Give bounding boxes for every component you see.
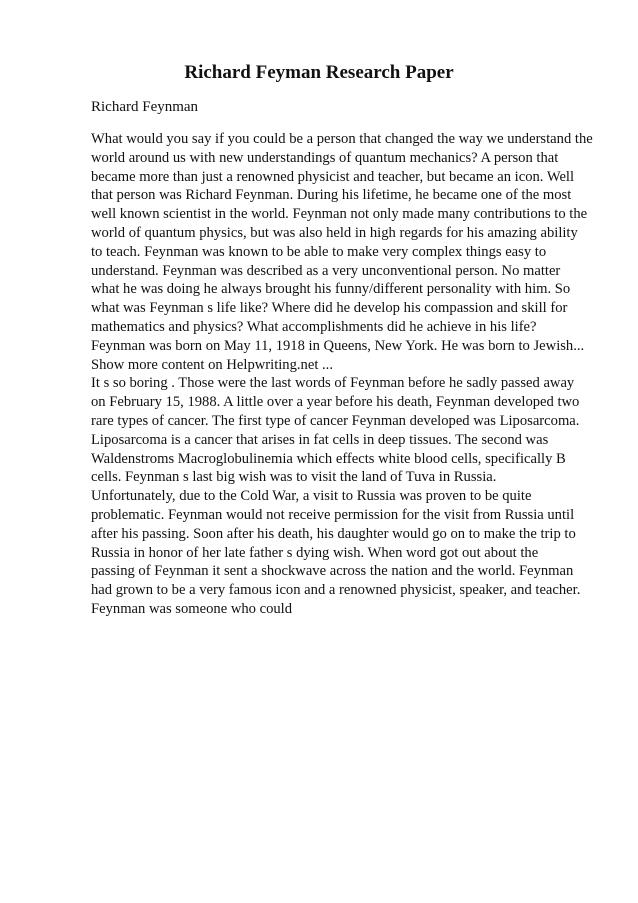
- text-line: Feynman was born on May 11, 1918 in Queens, New York. He was born to Jewish...: [91, 337, 585, 354]
- text-line: Unfortunately, due to the Cold War, a visit to Russia was proven to be quite: [91, 488, 532, 505]
- text-line: that person was Richard Feynman. During his lifetime, he became one of the most: [91, 187, 572, 204]
- text-line: what he was doing he always brought his funny/different personality with him. So: [91, 281, 571, 298]
- text-line: to teach. Feynman was known to be able to make very complex things easy to: [91, 243, 547, 260]
- text-line: became more than just a renowned physicist and teacher, but became an icon. Well: [91, 168, 575, 185]
- text-line: passing of Feynman it sent a shockwave across the nation and the world. Feynman: [91, 563, 574, 580]
- text-line: on February 15, 1988. A little over a year before his death, Feynman developed two: [91, 394, 580, 411]
- text-line: after his passing. Soon after his death, his daughter would go on to make the trip to: [91, 525, 576, 542]
- text-line: what was Feynman s life like? Where did he develop his compassion and skill for: [91, 300, 568, 317]
- text-line: It s so boring . Those were the last words of Feynman before he sadly passed away: [91, 375, 575, 392]
- text-line: Show more content on Helpwriting.net ...: [91, 356, 333, 373]
- text-line: Russia in honor of her late father s dying wish. When word got out about the: [91, 544, 539, 561]
- text-line: Waldenstroms Macroglobulinemia which effects white blood cells, specifically B: [91, 450, 566, 467]
- author-name: Richard Feynman: [91, 99, 199, 115]
- text-line: cells. Feynman s last big wish was to visit the land of Tuva in Russia.: [91, 469, 497, 486]
- text-line: problematic. Feynman would not receive permission for the visit from Russia until: [91, 506, 575, 523]
- page-title: Richard Feyman Research Paper: [184, 62, 454, 83]
- text-line: Liposarcoma is a cancer that arises in fat cells in deep tissues. The second was: [91, 431, 549, 448]
- text-line: well known scientist in the world. Feynman not only made many contributions to the: [91, 206, 588, 223]
- text-line: Feynman was someone who could: [91, 600, 293, 617]
- body-text: [91, 130, 611, 619]
- text-line: What would you say if you could be a person that changed the way we understand the: [91, 131, 593, 147]
- text-line: had grown to be a very famous icon and a renowned physicist, speaker, and teacher.: [91, 582, 581, 599]
- text-line: world around us with new understandings of quantum mechanics? A person that: [91, 149, 559, 166]
- text-line: mathematics and physics? What accomplishments did he achieve in his life?: [91, 318, 537, 335]
- text-line: world of quantum physics, but was also held in high regards for his amazing ability: [91, 224, 578, 241]
- text-line: rare types of cancer. The first type of cancer Feynman developed was Liposarcoma.: [91, 412, 580, 429]
- text-line: understand. Feynman was described as a very unconventional person. No matter: [91, 262, 561, 279]
